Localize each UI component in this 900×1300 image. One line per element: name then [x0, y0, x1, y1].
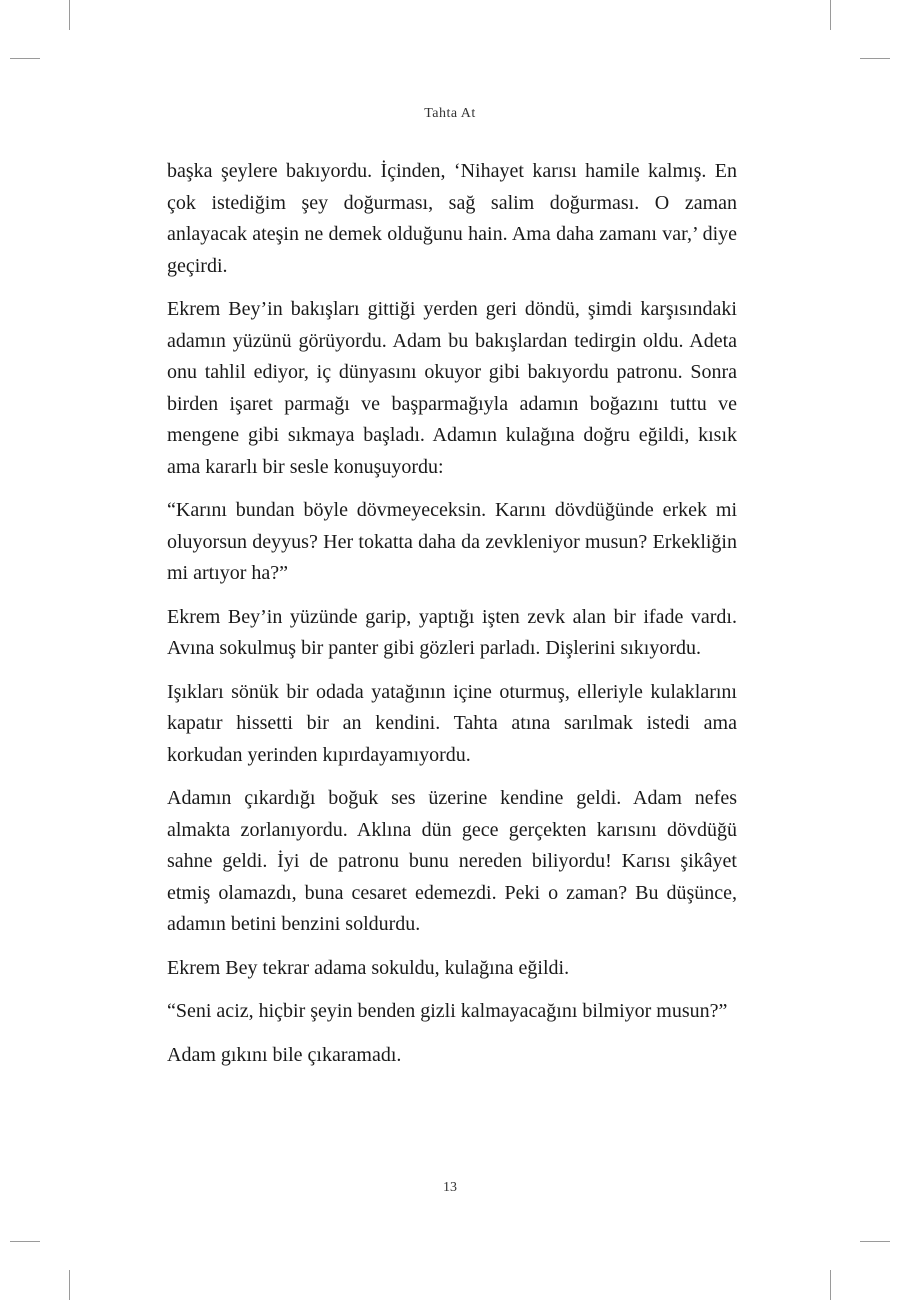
- paragraph: “Seni aciz, hiçbir şeyin benden gizli kalmayacağını bilmiyor musun?”: [167, 1000, 728, 1022]
- paragraph: Ekrem Bey’in bakışları gittiği yerden geri döndü, şimdi karşısındaki adamın yüzünü görüyordu. Adam bu bakışlardan tedirgin oldu. Adeta onu tahlil ediyor, iç dünyasını okuyor gibi bakıyordu patronu. Sonra birden işaret parmağı ve başparmağıyla adamın boğazını tuttu ve mengene gibi sıkmaya başladı. Adamın kulağına doğru eğildi, kısık ama kararlı bir sesle konuşuyordu:: [167, 298, 737, 478]
- page-number: 13: [443, 1180, 457, 1195]
- running-title: Tahta At: [424, 106, 476, 121]
- paragraph: Adamın çıkardığı boğuk ses üzerine kendine geldi. Adam nefes almakta zorlanıyordu. Aklına dün gece gerçekten karısını dövdüğü sahne geldi. İyi de patronu bunu nereden biliyordu! Karısı şikâyet etmiş olamazdı, buna cesaret edemezdi. Peki o zaman? Bu düşünce, adamın betini benzini soldurdu.: [167, 787, 737, 935]
- paragraph: başka şeylere bakıyordu. İçinden, ‘Nihayet karısı hamile kalmış. En çok istediğim şey doğurması, sağ salim doğurması. O zaman anlayacak ateşin ne demek olduğunu hain. Ama daha zamanı var,’ diye geçirdi.: [167, 160, 737, 277]
- crop-mark-bottom-right: [830, 1270, 831, 1300]
- crop-mark-left-bottom: [10, 1241, 40, 1242]
- crop-mark-top-left: [69, 0, 70, 30]
- crop-mark-right-bottom: [860, 1241, 890, 1242]
- paragraph: Işıkları sönük bir odada yatağının içine oturmuş, elleriyle kulaklarını kapatır hissetti bir an kendini. Tahta atına sarılmak istedi ama korkudan yerinden kıpırdayamıyordu.: [167, 680, 737, 766]
- crop-mark-top-right: [830, 0, 831, 30]
- crop-mark-bottom-left: [69, 1270, 70, 1300]
- crop-mark-left-top: [10, 58, 40, 59]
- body-text: [167, 156, 737, 1083]
- crop-mark-right-top: [860, 58, 890, 59]
- paragraph: Ekrem Bey’in yüzünde garip, yaptığı işten zevk alan bir ifade vardı. Avına sokulmuş bir panter gibi gözleri parladı. Dişlerini sıkıyordu.: [167, 605, 737, 659]
- paragraph: Adam gıkını bile çıkaramadı.: [167, 1043, 402, 1066]
- paragraph: “Karını bundan böyle dövmeyeceksin. Karını dövdüğünde erkek mi oluyorsun deyyus? Her tokatta daha da zevkleniyor musun? Erkekliğin mi artıyor ha?”: [167, 499, 737, 584]
- paragraph: Ekrem Bey tekrar adama sokuldu, kulağına eğildi.: [167, 956, 570, 979]
